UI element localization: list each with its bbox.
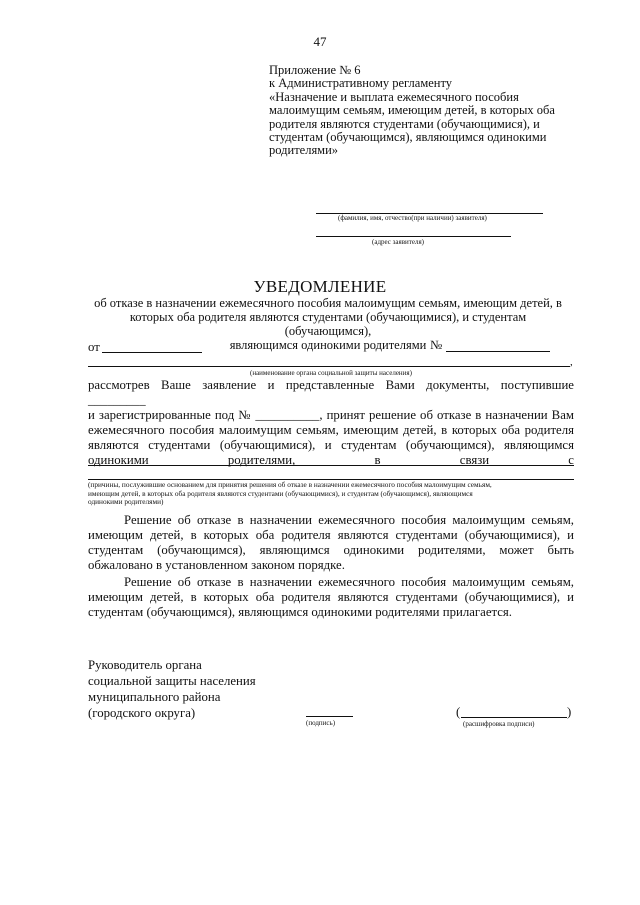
subtitle-line: об отказе в назначении ежемесячного пособия малоимущим семьям, имеющим детей, в [94, 296, 562, 310]
reasons-caption [88, 481, 578, 507]
decode-close-paren: ) [567, 705, 572, 719]
applicant-name-caption: (фамилия, имя, отчество(при наличии) заявителя) [338, 214, 487, 222]
number-field[interactable] [446, 351, 550, 352]
reason-line-1[interactable] [88, 465, 574, 466]
comma-mark: , [570, 356, 573, 368]
subtitle-line: являющимся одинокими родителями [229, 338, 427, 352]
para-line: Решение об отказе в назначении ежемесячного пособия малоимущим семьям, [124, 575, 574, 589]
reasons-caption-line: одинокими родителями) [88, 497, 164, 507]
appendix-line: родителя являются студентами (обучающимися), и [269, 116, 540, 131]
reasons-caption-line: имеющим детей, в которых оба родителя являются студентами (обучающимися), и студентам (обучающимся), являющимся [88, 488, 473, 498]
document-title: УВЕДОМЛЕНИЕ [253, 277, 387, 296]
signatory-block [88, 657, 256, 721]
appendix-line: родителями» [269, 143, 339, 158]
applicant-address-line[interactable] [316, 236, 511, 237]
applicant-address-caption: (адрес заявителя) [372, 238, 424, 246]
attachment-paragraph [88, 575, 574, 620]
organ-name-field[interactable] [88, 366, 570, 367]
decode-caption: (расшифровка подписи) [463, 720, 535, 728]
signature-decode-field[interactable] [461, 717, 567, 718]
body-line: одинокими родителями, в связи с [88, 453, 574, 467]
appendix-header [269, 64, 589, 158]
body-line: ежемесячного пособия малоимущим семьям, имеющим детей, в которых оба родителя [88, 423, 574, 437]
document-subtitle [88, 296, 568, 352]
signature-caption: (подпись) [306, 719, 336, 727]
para-line: имеющим детей, в которых оба родителя являются студентами (обучающимися), и [88, 528, 574, 542]
date-field[interactable] [102, 352, 202, 353]
organ-caption: (наименование органа социальной защиты населения) [250, 369, 412, 377]
para-line: студентам (обучающимся), являющимся одинокими родителями, может быть [88, 543, 574, 557]
decode-open-paren: ( [456, 705, 461, 719]
appendix-line: «Назначение и выплата ежемесячного пособия [269, 89, 519, 104]
signatory-line: (городского округа) [88, 706, 196, 720]
para-line: Решение об отказе в назначении ежемесячного пособия малоимущим семьям, [124, 513, 574, 527]
appendix-line: Приложение № 6 [269, 63, 361, 77]
signature-field[interactable] [306, 716, 353, 717]
signatory-line: социальной защиты населения [88, 674, 256, 688]
signatory-line: Руководитель органа [88, 658, 202, 672]
appeal-paragraph [88, 513, 574, 573]
para-line: студентам (обучающимся), являющимся одинокими родителями прилагается. [88, 605, 513, 619]
reasons-caption-line: (причины, послужившие основанием для принятия решения об отказе в назначении ежемесячного пособия малоимущим семьям, [88, 480, 492, 489]
appendix-line: к Административному регламенту [269, 76, 453, 91]
body-line: рассмотрев Ваше заявление и представленные Вами документы, поступившие _________ [88, 378, 574, 407]
from-label: от [88, 340, 100, 354]
appendix-line: малоимущим семьям, имеющим детей, в которых оба [269, 103, 555, 118]
subtitle-line: которых оба родителя являются студентами (обучающимися), и студентам (обучающимся), [129, 310, 527, 338]
para-line: имеющим детей, в которых оба родителя являются студентами (обучающимися), и [88, 590, 574, 604]
page-number: 47 [313, 34, 327, 49]
appendix-line: студентам (обучающимся), являющимся одинокими [269, 130, 547, 145]
para-line: обжаловано в установленном законом порядке. [88, 558, 345, 572]
body-line: являются студентами (обучающимися), и студентам (обучающимся), являющимся [88, 438, 574, 452]
notification-body [88, 378, 574, 468]
number-label: № [430, 338, 443, 352]
signatory-line: муниципального района [88, 690, 221, 704]
body-line: и зарегистрированные под № __________, принят решение об отказе в назначении Вам [88, 408, 574, 422]
